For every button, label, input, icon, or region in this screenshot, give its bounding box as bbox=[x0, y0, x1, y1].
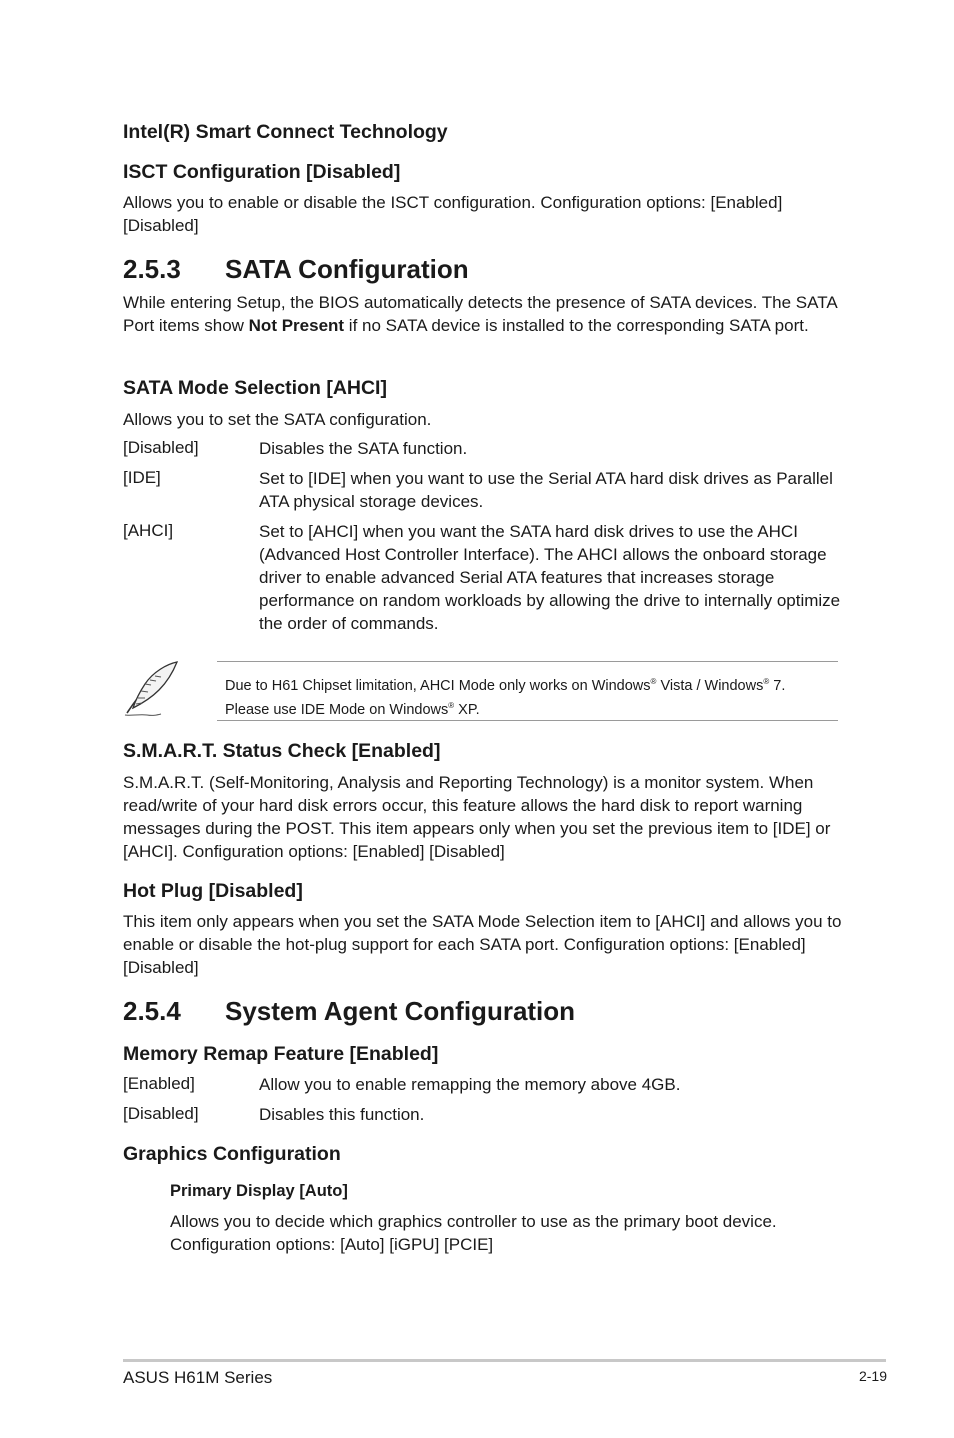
registered-mark: ® bbox=[448, 701, 455, 710]
note-part: 7. bbox=[769, 678, 786, 694]
option-description: Disables this function. bbox=[259, 1105, 425, 1124]
isct-heading: ISCT Configuration [Disabled] bbox=[123, 161, 401, 183]
page-number: 2-19 bbox=[858, 1368, 887, 1384]
note-part: Vista / Windows bbox=[656, 678, 764, 694]
sata-intro bbox=[123, 291, 843, 337]
isct-description: Allows you to enable or disable the ISCT configuration. Configuration options: [Enabled] [Disabled] bbox=[123, 193, 783, 235]
section-title: System Agent Configuration bbox=[225, 996, 576, 1026]
smart-heading: S.M.A.R.T. Status Check [Enabled] bbox=[123, 740, 441, 762]
option-description: Allow you to enable remapping the memory above 4GB. bbox=[259, 1075, 681, 1094]
section-number: 2.5.4 bbox=[123, 996, 181, 1026]
sata-intro-bold: Not Present bbox=[248, 316, 345, 335]
smart-description: S.M.A.R.T. (Self-Monitoring, Analysis and Reporting Technology) is a monitor system. When read/write of your hard disk errors occur, this feature allows the hard disk to report warning messages during the POST. This item appears only when you set the previous item to [IDE] or [AHCI]. Configuration options: [Enabled] [Disabled] bbox=[123, 773, 831, 861]
agent-section-heading bbox=[123, 996, 575, 1027]
option-term: [Enabled] bbox=[123, 1074, 195, 1093]
note-part: Due to H61 Chipset limitation, AHCI Mode only works on Windows bbox=[225, 678, 651, 694]
option-description: Set to [AHCI] when you want the SATA hard disk drives to use the AHCI (Advanced Host Controller Interface). The AHCI allows the onboard storage driver to enable advanced Serial ATA features that increases storage performance on random workloads by allowing the drive to internally optimize the order of commands. bbox=[259, 522, 841, 633]
option-term: [IDE] bbox=[123, 468, 161, 487]
footer-product: ASUS H61M Series bbox=[123, 1368, 273, 1387]
note-text bbox=[225, 672, 837, 720]
hotplug-heading: Hot Plug [Disabled] bbox=[123, 880, 303, 902]
note-part: XP. bbox=[454, 702, 480, 718]
sata-intro-pre: While entering Setup, the BIOS automatically detects the presence of SATA devices. The SATA Port items show bbox=[123, 293, 837, 335]
footer-rule bbox=[123, 1359, 886, 1362]
sata-section-heading bbox=[123, 254, 469, 285]
smart-connect-heading: Intel(R) Smart Connect Technology bbox=[123, 121, 448, 143]
memory-remap-heading: Memory Remap Feature [Enabled] bbox=[123, 1043, 439, 1065]
section-number: 2.5.3 bbox=[123, 254, 181, 284]
sata-intro-post: if no SATA device is installed to the corresponding SATA port. bbox=[344, 316, 809, 335]
primary-display-heading: Primary Display [Auto] bbox=[170, 1182, 348, 1200]
note-top-rule bbox=[217, 661, 838, 662]
option-description: Set to [IDE] when you want to use the Serial ATA hard disk drives as Parallel ATA physical storage devices. bbox=[259, 469, 833, 511]
option-term: [AHCI] bbox=[123, 521, 174, 540]
graphics-heading: Graphics Configuration bbox=[123, 1143, 341, 1165]
hotplug-description: This item only appears when you set the SATA Mode Selection item to [AHCI] and allows you to enable or disable the hot-plug support for each SATA port. Configuration options: [Enabled] [Disabled] bbox=[123, 912, 842, 977]
feather-quill-icon bbox=[121, 658, 181, 718]
note-bottom-rule bbox=[217, 720, 838, 721]
registered-mark: ® bbox=[650, 677, 657, 686]
primary-display-description: Allows you to decide which graphics controller to use as the primary boot device. Configuration options: [Auto] [iGPU] [PCIE] bbox=[170, 1212, 777, 1254]
section-title: SATA Configuration bbox=[225, 254, 469, 284]
option-term: [Disabled] bbox=[123, 1104, 199, 1123]
option-term: [Disabled] bbox=[123, 438, 199, 457]
sata-mode-description: Allows you to set the SATA configuration. bbox=[123, 410, 432, 429]
option-description: Disables the SATA function. bbox=[259, 439, 468, 458]
note-part: Please use IDE Mode on Windows bbox=[225, 702, 449, 718]
sata-mode-heading: SATA Mode Selection [AHCI] bbox=[123, 377, 387, 399]
registered-mark: ® bbox=[763, 677, 770, 686]
